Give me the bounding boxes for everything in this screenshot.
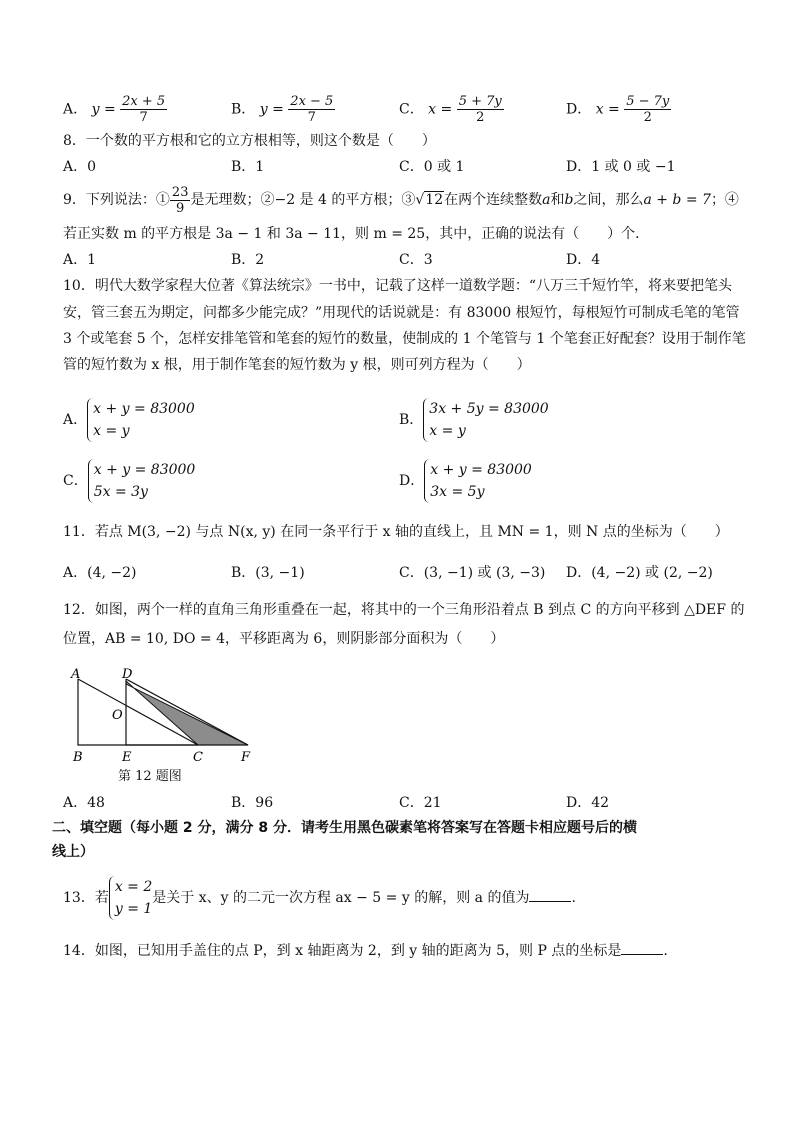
equation: 3x + 5y = 83000: [429, 401, 549, 417]
q12-option-c[interactable]: C．21: [399, 795, 442, 811]
text: 和: [550, 192, 565, 208]
numerator: 5 + 7y: [458, 94, 502, 109]
fraction: [170, 185, 191, 216]
equation: x = 2: [114, 879, 153, 895]
q9-option-d[interactable]: D．4: [566, 252, 601, 268]
q10-option-d[interactable]: [399, 457, 532, 505]
q9-option-b[interactable]: B．2: [231, 252, 265, 268]
q12-option-b[interactable]: B．96: [231, 795, 274, 811]
text: .: [663, 943, 668, 959]
q13-stem: [63, 874, 576, 922]
equation-lhs: x =: [428, 101, 453, 118]
q11-option-c[interactable]: C．(3, −1) 或 (3, −3): [399, 565, 546, 581]
fraction: [457, 94, 504, 125]
q12-stem-line1: 12．如图，两个一样的直角三角形重叠在一起，将其中的一个三角形沿着点 B 到点 C 的方向平移到 △DEF 的: [63, 602, 745, 618]
radicand: 12: [425, 192, 444, 208]
label-o: O: [112, 708, 123, 723]
q12-stem-line2: 位置，AB = 10, DO = 4，平移距离为 6，则阴影部分面积为（ ）: [63, 631, 505, 647]
text: 之间，那么: [573, 192, 644, 208]
option-label: A．: [63, 412, 88, 428]
equation: x = y: [93, 423, 130, 439]
option-label: C．: [399, 101, 424, 118]
fraction: [288, 94, 335, 125]
q7-option-d[interactable]: [566, 94, 671, 125]
denominator: 7: [139, 110, 148, 125]
q10-stem-line1: 10．明代大数学家程大位著《算法统宗》一书中，记载了这样一道数学题：“八万三千短竹竿，将来要把笔头: [63, 278, 732, 294]
equation: y = 1: [114, 901, 153, 917]
section2-heading-line1: 二、填空题（每小题 2 分，满分 8 分．请考生用黑色碳素笔将答案写在答题卡相应题号后的横: [52, 820, 637, 836]
numerator: 2x − 5: [290, 94, 334, 109]
q10-option-a[interactable]: [63, 396, 195, 444]
q7-option-c[interactable]: [399, 94, 504, 125]
var-a: a: [542, 192, 551, 208]
q11-option-d[interactable]: D．(4, −2) 或 (2, −2): [566, 565, 713, 581]
q8-option-a[interactable]: A．0: [63, 159, 97, 175]
answer-blank[interactable]: [529, 887, 571, 902]
equation: a + b = 7: [643, 192, 711, 208]
equation-lhs: y =: [259, 101, 284, 118]
numerator: 5 − 7y: [626, 94, 670, 109]
equation: x = y: [429, 423, 466, 439]
text: 在两个连续整数: [444, 192, 543, 208]
q11-option-b[interactable]: B．(3, −1): [231, 565, 305, 581]
q9-stem-line1: [63, 184, 739, 216]
text: ；④: [710, 192, 739, 208]
denominator: 9: [176, 200, 185, 216]
q12-option-d[interactable]: D．42: [566, 795, 610, 811]
label-a: A: [71, 667, 81, 682]
q10-stem-line2: 安，管三套五为期定，问都多少能完成？”用现代的话说就是：有 83000 根短竹，每根短竹可制成毛笔的笔管: [63, 305, 740, 321]
fraction: [120, 94, 167, 125]
q12-figure: [60, 660, 260, 768]
q7-option-a[interactable]: [63, 94, 167, 125]
equation: 5x = 3y: [93, 484, 148, 500]
denominator: 2: [643, 110, 652, 125]
q9-option-a[interactable]: A．1: [63, 252, 97, 268]
q12-option-a[interactable]: A．48: [63, 795, 105, 811]
equation-lhs: y =: [91, 101, 116, 118]
q10-option-c[interactable]: [63, 457, 195, 505]
label-b: B: [73, 750, 83, 765]
label-e: E: [122, 750, 132, 765]
equation: 3x = 5y: [430, 484, 485, 500]
q10-stem-line3: 3 个或笔套 5 个，怎样安排笔管和笔套的短竹的数量，使制成的 1 个笔管与 1 个笔套正好配套？设用于制作笔: [63, 331, 746, 347]
option-label: C．: [63, 473, 88, 489]
sqrt-sign: √: [415, 192, 425, 208]
text: 13．若: [63, 890, 109, 906]
equation-system: [87, 398, 195, 442]
equation-system: [423, 398, 548, 442]
label-d: D: [122, 667, 133, 682]
numerator: 2x + 5: [122, 94, 166, 109]
fraction: [624, 94, 671, 125]
equation: x + y = 83000: [430, 462, 532, 478]
denominator: 7: [307, 110, 316, 125]
q7-option-b[interactable]: [231, 94, 335, 125]
q8-option-d[interactable]: D．1 或 0 或 −1: [566, 159, 676, 175]
text: 是关于 x、y 的二元一次方程 ax − 5 = y 的解，则 a 的值为: [152, 890, 530, 906]
q12-figure-caption: 第 12 题图: [118, 769, 182, 784]
var-b: b: [564, 192, 574, 208]
option-label: D．: [566, 101, 592, 118]
text: .: [571, 890, 576, 906]
q8-option-c[interactable]: C．0 或 1: [399, 159, 465, 175]
q9-option-c[interactable]: C．3: [399, 252, 433, 268]
q9-stem-line2: 若正实数 m 的平方根是 3a − 1 和 3a − 11，则 m = 25，其中，正确的说法有（ ）个．: [63, 226, 650, 242]
option-label: A．: [63, 101, 88, 118]
option-label: B．: [399, 412, 424, 428]
text: 是无理数；②−2 是 4 的平方根；③: [190, 192, 416, 208]
label-c: C: [193, 750, 203, 765]
q11-stem: 11．若点 M(3, −2) 与点 N(x, y) 在同一条平行于 x 轴的直线上，且 MN = 1，则 N 点的坐标为（ ）: [63, 524, 729, 540]
q10-option-b[interactable]: [399, 396, 549, 444]
q8-stem: 8．一个数的平方根和它的立方根相等，则这个数是（ ）: [63, 133, 436, 149]
option-label: D．: [399, 473, 425, 489]
q14-stem: [63, 940, 668, 961]
equation: x + y = 83000: [93, 401, 195, 417]
equation-lhs: x =: [595, 101, 620, 118]
q8-option-b[interactable]: B．1: [231, 159, 265, 175]
answer-blank[interactable]: [621, 940, 663, 955]
option-label: B．: [231, 101, 256, 118]
denominator: 2: [476, 110, 485, 125]
numerator: 23: [171, 184, 189, 200]
text: 14．如图，已知用手盖住的点 P，到 x 轴距离为 2，到 y 轴的距离为 5，则 P 点的坐标是: [63, 943, 622, 959]
text: 9．下列说法：①: [63, 192, 170, 208]
label-f: F: [241, 750, 251, 765]
q11-option-a[interactable]: A．(4, −2): [63, 565, 137, 581]
equation-system: [88, 459, 196, 503]
q10-stem-line4: 管的短竹数为 x 根，用于制作笔套的短竹数为 y 根，则可列方程为（ ）: [63, 357, 531, 373]
section2-heading-line2: 线上）: [52, 844, 94, 860]
equation: x + y = 83000: [93, 462, 196, 478]
equation-system: [109, 876, 152, 920]
equation-system: [424, 459, 532, 503]
